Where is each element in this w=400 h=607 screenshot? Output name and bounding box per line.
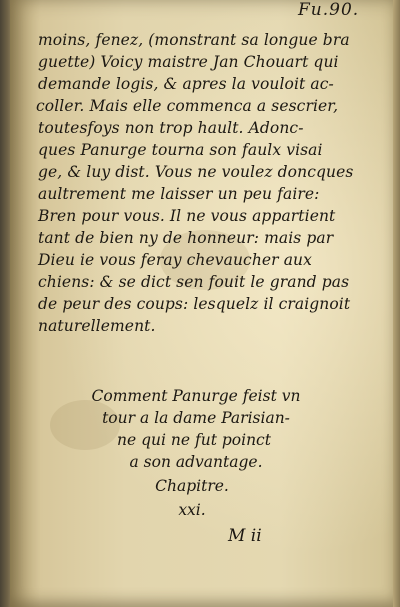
chapter-heading-line: a son advantage. [129,453,263,471]
body-line: tant de bien ny de honneur: mais par [38,229,334,247]
body-line: de peur des coups: lesquelz il craignoit [38,295,351,313]
folio-number: Fu.90. [298,0,360,20]
body-line: Dieu ie vous feray chevaucher aux [38,251,312,269]
body-line: Bren pour vous. Il ne vous appartient [38,207,336,225]
body-line: moins, fenez, (monstrant sa longue bra [38,31,350,49]
signature-mark: M ii [228,526,262,546]
body-line: coller. Mais elle commenca a sescrier, [36,97,339,115]
body-line: ge, & luy dist. Vous ne voulez doncques [38,163,354,181]
body-line: aultrement me laisser un peu faire: [38,185,320,203]
page-edge [393,0,400,607]
body-line: demande logis, & apres la vouloit ac- [38,75,334,93]
body-line: chiens: & se dict sen fouit le grand pas [38,273,350,291]
chapter-label: Chapitre. [155,477,229,495]
chapter-heading-line: ne qui ne fut poinct [117,431,271,449]
body-line: toutesfoys non trop hault. Adonc- [38,119,304,137]
chapter-heading-line: tour a la dame Parisian- [102,409,290,427]
chapter-heading-line: Comment Panurge feist vn [91,387,301,405]
page-surface [10,0,394,607]
body-line: guette) Voicy maistre Jan Chouart qui [38,53,339,71]
body-line: naturellement. [38,317,156,335]
body-line: ques Panurge tourna son faulx visai [38,141,323,159]
chapter-number: xxi. [178,501,206,519]
